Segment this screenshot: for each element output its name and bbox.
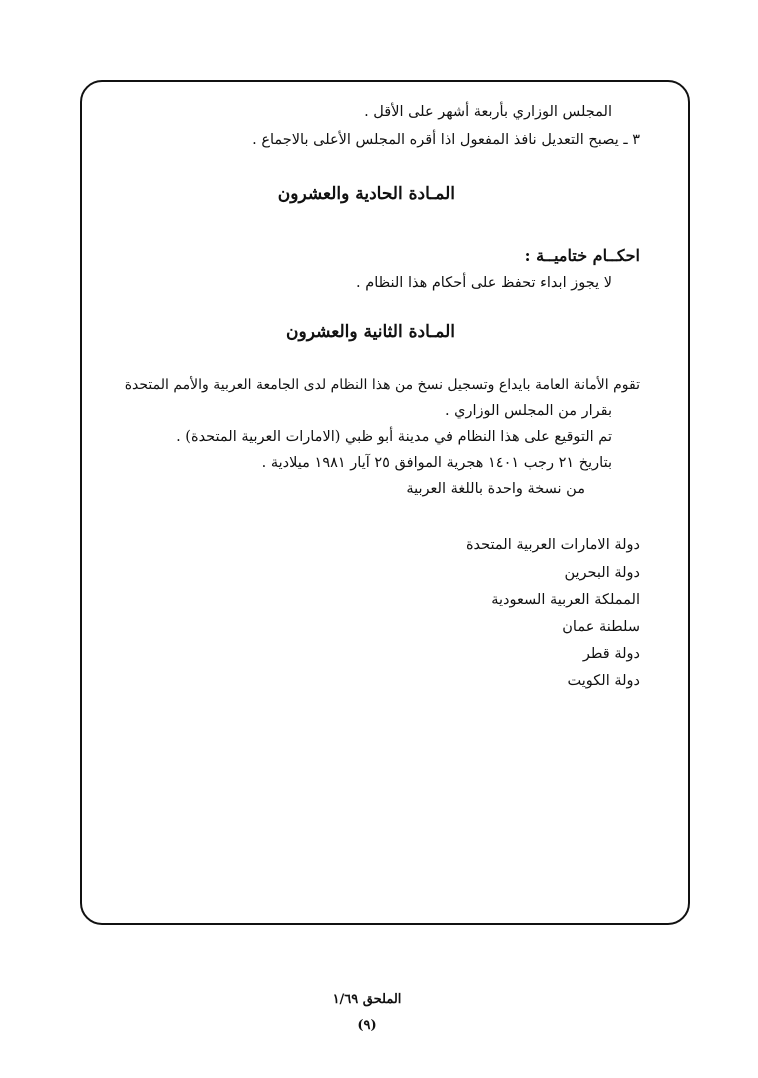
signatory: سلطنة عمان xyxy=(562,619,640,635)
signatory: دولة الامارات العربية المتحدة xyxy=(465,537,640,553)
text-line: المجلس الوزاري بأربعة أشهر على الأقل . xyxy=(364,104,612,120)
text-line: تقوم الأمانة العامة بايداع وتسجيل نسخ من هذا النظام لدى الجامعة العربية والأمم المتحدة xyxy=(124,377,640,393)
signatory: دولة البحرين xyxy=(564,565,640,581)
signatory: دولة قطر xyxy=(582,646,640,662)
text-line: من نسخة واحدة باللغة العربية xyxy=(406,481,585,497)
final-provisions-heading: احكــام ختاميــة : xyxy=(524,246,640,265)
text-line: ٣ ـ يصبح التعديل نافذ المفعول اذا أقره المجلس الأعلى بالاجماع . xyxy=(252,132,640,148)
text-line: تم التوقيع على هذا النظام في مدينة أبو ظبي (الامارات العربية المتحدة) . xyxy=(176,429,612,445)
page-number: (٩) xyxy=(357,1018,377,1033)
signatory: المملكة العربية السعودية xyxy=(491,592,640,608)
text-line: لا يجوز ابداء تحفظ على أحكام هذا النظام . xyxy=(356,275,612,291)
article-22-heading: المـادة الثانية والعشرون xyxy=(286,322,455,342)
signatory: دولة الكويت xyxy=(567,673,640,689)
text-line: بقرار من المجلس الوزاري . xyxy=(444,403,612,419)
article-21-heading: المـادة الحادية والعشرون xyxy=(277,184,455,204)
annex-label: الملحق ١/٦٩ xyxy=(332,992,402,1007)
text-line: بتاريخ ٢١ رجب ١٤٠١ هجرية الموافق ٢٥ آيار ١٩٨١ ميلادية . xyxy=(261,455,612,471)
document-border xyxy=(80,80,690,925)
